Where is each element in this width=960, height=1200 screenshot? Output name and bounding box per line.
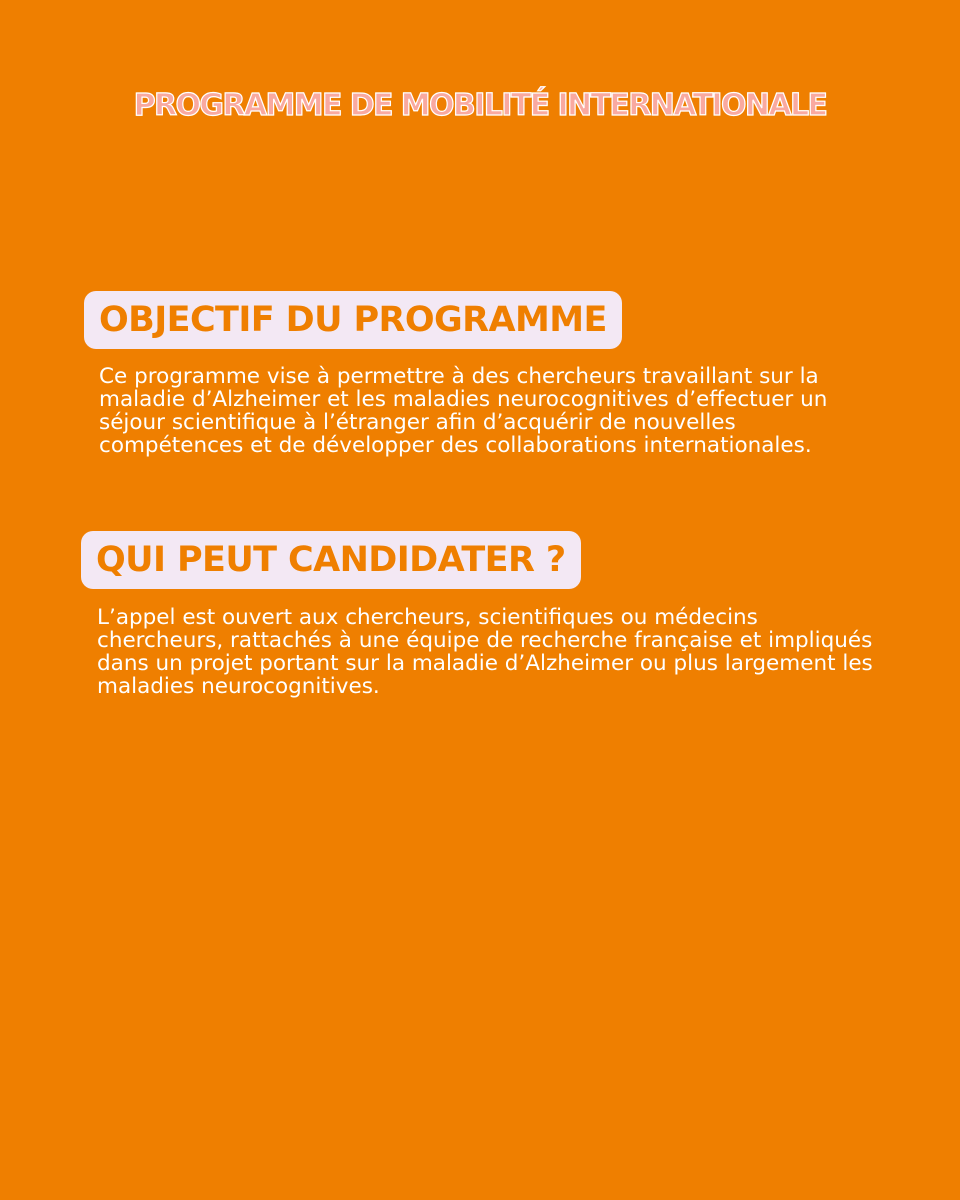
section-heading-eligibility: QUI PEUT CANDIDATER ?	[81, 531, 581, 589]
section-body-objectif: Ce programme vise à permettre à des chercheurs travaillant sur la maladie d’Alzheimer et les maladies neurocognitives d’effectuer un séjour scientifique à l’étranger afin d’acquérir de nouvelles compétences et de développer des collaborations internationales.	[99, 364, 828, 458]
page-title: PROGRAMME DE MOBILITÉ INTERNATIONALE	[133, 88, 827, 123]
section-body-eligibility: L’appel est ouvert aux chercheurs, scientifiques ou médecins chercheurs, rattachés à une équipe de recherche française et impliqués dans un projet portant sur la maladie d’Alzheimer ou plus largement les maladies neurocognitives.	[97, 605, 873, 699]
section-heading-objectif: OBJECTIF DU PROGRAMME	[84, 291, 622, 349]
